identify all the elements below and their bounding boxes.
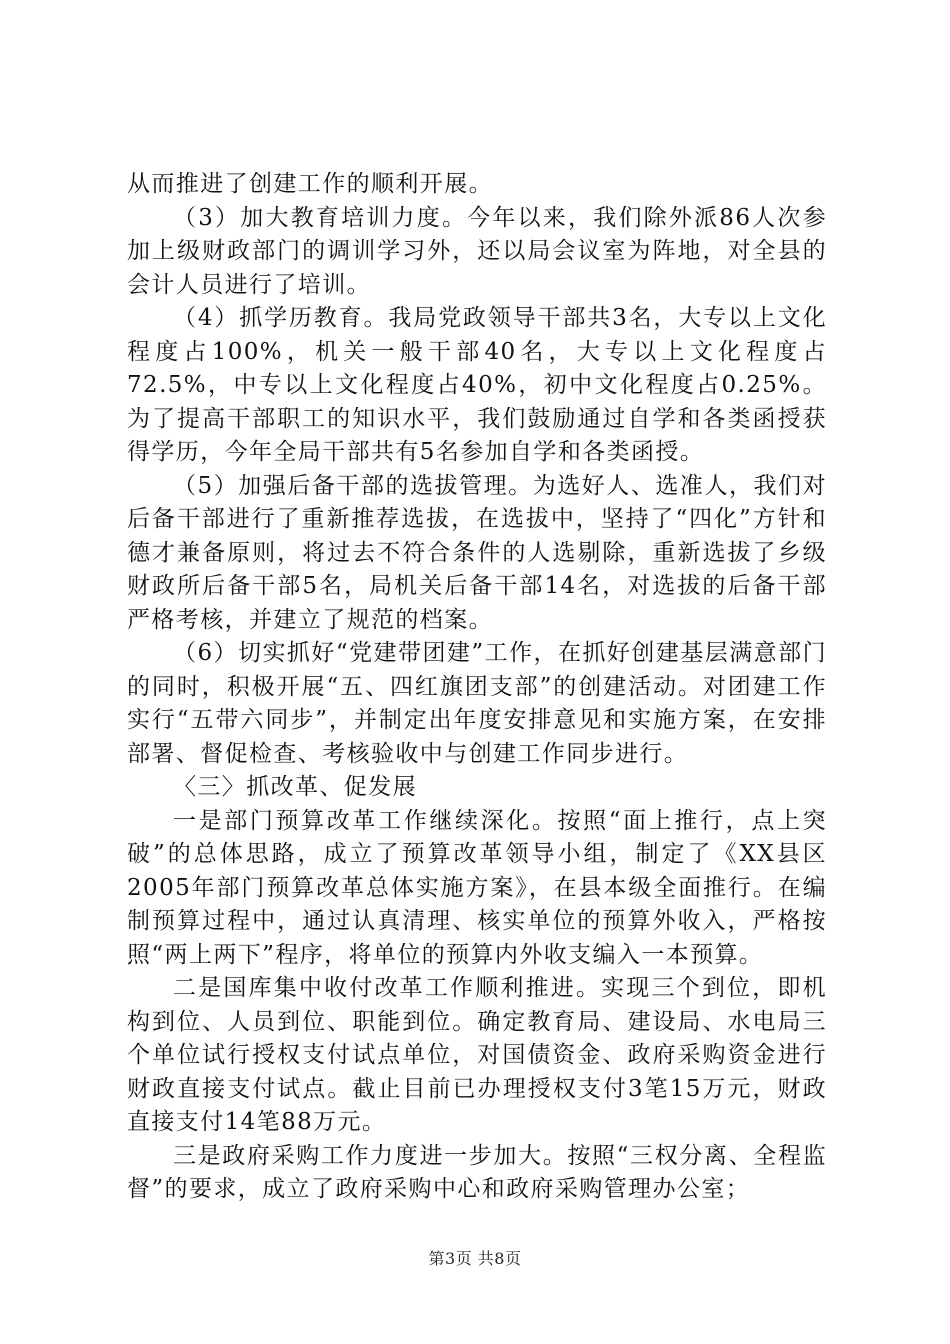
paragraph-1: 从而推进了创建工作的顺利开展。 <box>127 171 493 197</box>
paragraph-9: 三是政府采购工作力度进一步加大。按照“三权分离、全程监督”的要求，成立了政府采购中心和政府采购管理办公室； <box>127 1142 827 1202</box>
paragraph-8: 二是国库集中收付改革工作顺利推进。实现三个到位，即机构到位、人员到位、职能到位。确定教育局、建设局、水电局三个单位试行授权支付试点单位，对国债资金、政府采购资金进行财政直接支付试点。截止目前已办理授权支付3笔15万元，财政直接支付14笔88万元。 <box>127 975 827 1135</box>
paragraph-4: （5）加强后备干部的选拔管理。为选好人、选准人，我们对后备干部进行了重新推荐选拔，在选拔中，坚持了“四化”方针和德才兼备原则，将过去不符合条件的人选剔除，重新选拔了乡级财政所后备干部5名，局机关后备干部14名，对选拔的后备干部严格考核，并建立了规范的档案。 <box>127 472 827 633</box>
paragraph-5: （6）切实抓好“党建带团建”工作，在抓好创建基层满意部门的同时，积极开展“五、四红旗团支部”的创建活动。对团建工作实行“五带六同步”，并制定出年度安排意见和实施方案，在安排部署、督促检查、考核验收中与创建工作同步进行。 <box>127 640 827 767</box>
paragraph-2: （3）加大教育培训力度。今年以来，我们除外派86人次参加上级财政部门的调训学习外，还以局会议室为阵地，对全县的会计人员进行了培训。 <box>127 204 827 298</box>
document-body <box>127 168 827 1207</box>
paragraph-7: 一是部门预算改革工作继续深化。按照“面上推行，点上突破”的总体思路，成立了预算改革领导小组，制定了《XX县区2005年部门预算改革总体实施方案》，在县本级全面推行。在编制预算过程中，通过认真清理、核实单位的预算外收入，严格按照“两上两下”程序，将单位的预算内外收支编入一本预算。 <box>127 807 827 968</box>
section-heading: 〈三〉抓改革、促发展 <box>173 774 417 800</box>
page-number-footer: 第3页 共8页 <box>428 1249 522 1268</box>
paragraph-3: （4）抓学历教育。我局党政领导干部共3名，大专以上文化程度占100%，机关一般干部40名，大专以上文化程度占72.5%，中专以上文化程度占40%，初中文化程度占0.25%。为了提高干部职工的知识水平，我们鼓励通过自学和各类函授获得学历，今年全局干部共有5名参加自学和各类函授。 <box>127 305 827 465</box>
